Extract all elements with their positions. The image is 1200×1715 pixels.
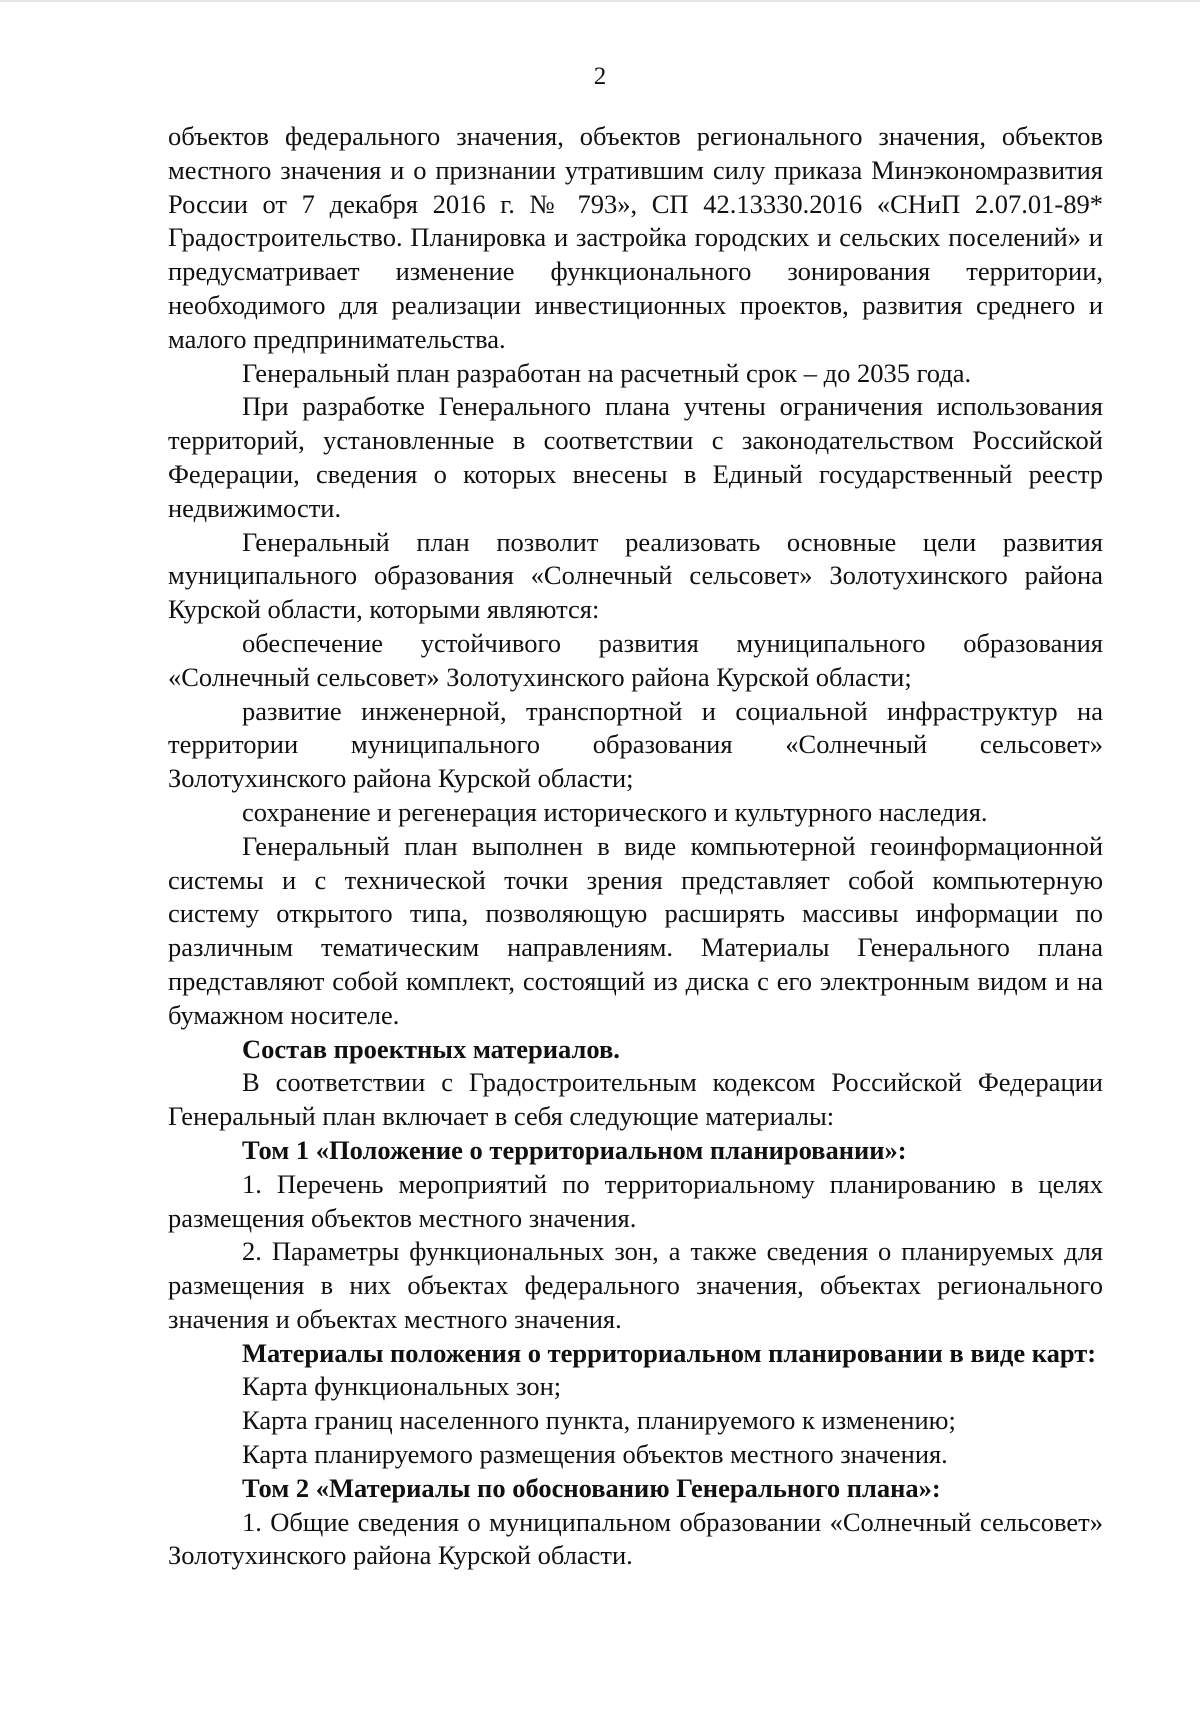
page-number: 2 [593,63,607,90]
paragraph-planning-period: Генеральный план разработан на расчетный срок – до 2035 года. [242,357,972,388]
volume-2-item-1: 1. Общие сведения о муниципальном образовании «Солнечный сельсовет» Золотухинского района Курской области. [168,1506,1103,1571]
heading-volume-2: Том 2 «Материалы по обоснованию Генерального плана»: [242,1472,941,1503]
volume-1-item-1: 1. Перечень мероприятий по территориальному планированию в целях размещения объектов местного значения. [168,1168,1103,1233]
heading-map-materials: Материалы положения о территориальном планировании в виде карт: [242,1337,1097,1368]
paragraph-code-reference: В соответствии с Градостроительным кодексом Российской Федерации Генеральный план включает в себя следующие материалы: [168,1067,1103,1132]
page-top-edge [0,0,1200,2]
volume-1-item-2: 2. Параметры функциональных зон, а также сведения о планируемых для размещения в них объектах федерального значения, объектах регионального значения и объектах местного значения. [168,1236,1103,1334]
paragraph-continuation: объектов федерального значения, объектов регионального значения, объектов местного значения и о признании утратившим силу приказа Минэкономразвития России от 7 декабря 2016 г. № 793», СП 42.13330.2016 «СНиП 2.07.01-89* Градостроительство. Планировка и застройка городских и сельских поселений» и предусматривает изменение функционального зонирования территории, необходимого для реализации инвестиционных проектов, развития среднего и малого предпринимательства. [168,121,1103,354]
heading-project-materials: Состав проектных материалов. [242,1033,620,1064]
paragraph-gis: Генеральный план выполнен в виде компьютерной геоинформационной системы и с технической точки зрения представляет собой компьютерную систему открытого типа, позволяющую расширять массивы информации по различным тематическим направлениям. Материалы Генерального плана представляют собой комплект, состоящий из диска с его электронным видом и на бумажном носителе. [168,830,1103,1030]
paragraph-restrictions: При разработке Генерального плана учтены ограничения использования территорий, установленные в соответствии с законодательством Российской Федерации, сведения о которых внесены в Единый государственный реестр недвижимости. [168,391,1103,523]
paragraph-goals-intro: Генеральный план позволит реализовать основные цели развития муниципального образования «Солнечный сельсовет» Золотухинского района Курской области, которыми являются: [168,526,1103,625]
document-body [168,120,1103,1573]
goal-item-sustainable: обеспечение устойчивого развития муниципального образования «Солнечный сельсовет» Золотухинского района Курской области; [168,627,1103,692]
map-item-settlement-borders: Карта границ населенного пункта, планируемого к изменению; [242,1405,956,1436]
goal-item-heritage: сохранение и регенерация исторического и культурного наследия. [242,796,988,827]
goal-item-infrastructure: развитие инженерной, транспортной и социальной инфраструктур на территории муниципального образования «Солнечный сельсовет» Золотухинского района Курской области; [168,695,1103,794]
heading-volume-1: Том 1 «Положение о территориальном планировании»: [242,1134,907,1165]
map-item-functional-zones: Карта функциональных зон; [242,1371,562,1402]
map-item-local-objects: Карта планируемого размещения объектов местного значения. [242,1439,948,1470]
